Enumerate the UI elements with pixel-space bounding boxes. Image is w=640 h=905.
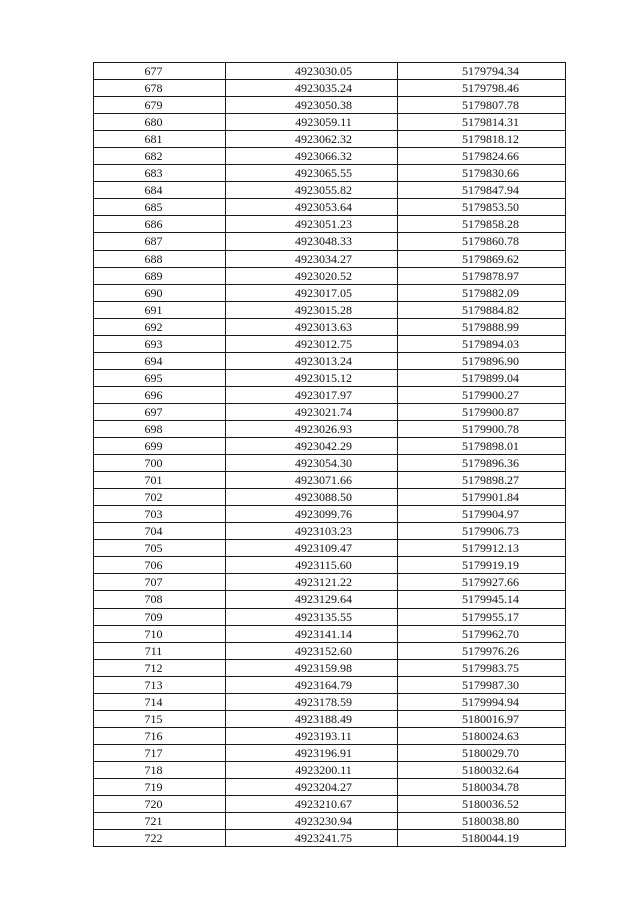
point-number-cell: 710 [94, 625, 226, 642]
y-coordinate-cell: 5179882.09 [398, 284, 566, 301]
y-coordinate-cell: 5180034.78 [398, 778, 566, 795]
y-coordinate-cell: 5179987.30 [398, 676, 566, 693]
table-row [94, 540, 566, 557]
x-coordinate-cell: 4923141.14 [226, 625, 398, 642]
point-number-cell: 686 [94, 216, 226, 233]
point-number-cell: 711 [94, 642, 226, 659]
y-coordinate-cell: 5179794.34 [398, 63, 566, 80]
x-coordinate-cell: 4923048.33 [226, 233, 398, 250]
y-coordinate-cell: 5179919.19 [398, 557, 566, 574]
point-number-cell: 720 [94, 796, 226, 813]
x-coordinate-cell: 4923062.32 [226, 131, 398, 148]
x-coordinate-cell: 4923159.98 [226, 659, 398, 676]
table-row [94, 131, 566, 148]
x-coordinate-cell: 4923109.47 [226, 540, 398, 557]
table-row [94, 608, 566, 625]
y-coordinate-cell: 5179900.87 [398, 403, 566, 420]
table-row [94, 284, 566, 301]
table-row [94, 386, 566, 403]
y-coordinate-cell: 5179869.62 [398, 250, 566, 267]
x-coordinate-cell: 4923053.64 [226, 199, 398, 216]
y-coordinate-cell: 5179898.27 [398, 472, 566, 489]
y-coordinate-cell: 5180036.52 [398, 796, 566, 813]
table-row [94, 574, 566, 591]
point-number-cell: 679 [94, 97, 226, 114]
point-number-cell: 692 [94, 318, 226, 335]
y-coordinate-cell: 5179847.94 [398, 182, 566, 199]
x-coordinate-cell: 4923188.49 [226, 710, 398, 727]
y-coordinate-cell: 5179945.14 [398, 591, 566, 608]
point-number-cell: 718 [94, 761, 226, 778]
table-row [94, 455, 566, 472]
table-row [94, 489, 566, 506]
y-coordinate-cell: 5179900.27 [398, 386, 566, 403]
x-coordinate-cell: 4923015.12 [226, 369, 398, 386]
point-number-cell: 712 [94, 659, 226, 676]
point-number-cell: 702 [94, 489, 226, 506]
y-coordinate-cell: 5179858.28 [398, 216, 566, 233]
point-number-cell: 681 [94, 131, 226, 148]
x-coordinate-cell: 4923065.55 [226, 165, 398, 182]
point-number-cell: 715 [94, 710, 226, 727]
table-row [94, 472, 566, 489]
point-number-cell: 685 [94, 199, 226, 216]
point-number-cell: 695 [94, 369, 226, 386]
table-row [94, 710, 566, 727]
x-coordinate-cell: 4923200.11 [226, 761, 398, 778]
point-number-cell: 704 [94, 523, 226, 540]
table-row [94, 233, 566, 250]
x-coordinate-cell: 4923066.32 [226, 148, 398, 165]
y-coordinate-cell: 5179798.46 [398, 80, 566, 97]
table-row [94, 216, 566, 233]
y-coordinate-cell: 5179896.90 [398, 352, 566, 369]
point-number-cell: 703 [94, 506, 226, 523]
x-coordinate-cell: 4923034.27 [226, 250, 398, 267]
x-coordinate-cell: 4923042.29 [226, 438, 398, 455]
table-row [94, 250, 566, 267]
x-coordinate-cell: 4923103.23 [226, 523, 398, 540]
point-number-cell: 717 [94, 744, 226, 761]
table-row [94, 761, 566, 778]
y-coordinate-cell: 5179955.17 [398, 608, 566, 625]
point-number-cell: 701 [94, 472, 226, 489]
point-number-cell: 705 [94, 540, 226, 557]
table-row [94, 438, 566, 455]
x-coordinate-cell: 4923129.64 [226, 591, 398, 608]
x-coordinate-cell: 4923021.74 [226, 403, 398, 420]
table-row [94, 830, 566, 847]
x-coordinate-cell: 4923230.94 [226, 813, 398, 830]
x-coordinate-cell: 4923071.66 [226, 472, 398, 489]
table-row [94, 267, 566, 284]
point-number-cell: 722 [94, 830, 226, 847]
x-coordinate-cell: 4923196.91 [226, 744, 398, 761]
point-number-cell: 721 [94, 813, 226, 830]
point-number-cell: 683 [94, 165, 226, 182]
y-coordinate-cell: 5179894.03 [398, 335, 566, 352]
point-number-cell: 708 [94, 591, 226, 608]
y-coordinate-cell: 5179814.31 [398, 114, 566, 131]
table-row [94, 403, 566, 420]
table-row [94, 335, 566, 352]
y-coordinate-cell: 5179994.94 [398, 693, 566, 710]
y-coordinate-cell: 5179904.97 [398, 506, 566, 523]
coordinates-table-body [94, 63, 566, 847]
y-coordinate-cell: 5179807.78 [398, 97, 566, 114]
point-number-cell: 696 [94, 386, 226, 403]
point-number-cell: 690 [94, 284, 226, 301]
point-number-cell: 684 [94, 182, 226, 199]
table-row [94, 693, 566, 710]
coordinates-table [93, 62, 566, 847]
table-row [94, 727, 566, 744]
point-number-cell: 719 [94, 778, 226, 795]
point-number-cell: 688 [94, 250, 226, 267]
x-coordinate-cell: 4923152.60 [226, 642, 398, 659]
y-coordinate-cell: 5180016.97 [398, 710, 566, 727]
x-coordinate-cell: 4923241.75 [226, 830, 398, 847]
table-row [94, 796, 566, 813]
table-row [94, 80, 566, 97]
y-coordinate-cell: 5179912.13 [398, 540, 566, 557]
point-number-cell: 698 [94, 420, 226, 437]
table-row [94, 420, 566, 437]
x-coordinate-cell: 4923178.59 [226, 693, 398, 710]
point-number-cell: 694 [94, 352, 226, 369]
x-coordinate-cell: 4923020.52 [226, 267, 398, 284]
table-row [94, 625, 566, 642]
y-coordinate-cell: 5179824.66 [398, 148, 566, 165]
x-coordinate-cell: 4923059.11 [226, 114, 398, 131]
y-coordinate-cell: 5180024.63 [398, 727, 566, 744]
x-coordinate-cell: 4923051.23 [226, 216, 398, 233]
y-coordinate-cell: 5179898.01 [398, 438, 566, 455]
table-row [94, 659, 566, 676]
y-coordinate-cell: 5179927.66 [398, 574, 566, 591]
table-row [94, 506, 566, 523]
x-coordinate-cell: 4923099.76 [226, 506, 398, 523]
y-coordinate-cell: 5179899.04 [398, 369, 566, 386]
table-row [94, 352, 566, 369]
x-coordinate-cell: 4923204.27 [226, 778, 398, 795]
point-number-cell: 680 [94, 114, 226, 131]
point-number-cell: 713 [94, 676, 226, 693]
point-number-cell: 700 [94, 455, 226, 472]
y-coordinate-cell: 5179878.97 [398, 267, 566, 284]
table-row [94, 369, 566, 386]
point-number-cell: 697 [94, 403, 226, 420]
table-row [94, 182, 566, 199]
table-row [94, 523, 566, 540]
y-coordinate-cell: 5179901.84 [398, 489, 566, 506]
x-coordinate-cell: 4923017.05 [226, 284, 398, 301]
table-row [94, 301, 566, 318]
table-row [94, 148, 566, 165]
point-number-cell: 714 [94, 693, 226, 710]
y-coordinate-cell: 5179888.99 [398, 318, 566, 335]
y-coordinate-cell: 5180029.70 [398, 744, 566, 761]
table-row [94, 778, 566, 795]
y-coordinate-cell: 5179983.75 [398, 659, 566, 676]
y-coordinate-cell: 5179884.82 [398, 301, 566, 318]
x-coordinate-cell: 4923164.79 [226, 676, 398, 693]
table-row [94, 199, 566, 216]
x-coordinate-cell: 4923193.11 [226, 727, 398, 744]
table-row [94, 165, 566, 182]
table-row [94, 813, 566, 830]
x-coordinate-cell: 4923030.05 [226, 63, 398, 80]
point-number-cell: 709 [94, 608, 226, 625]
y-coordinate-cell: 5179818.12 [398, 131, 566, 148]
point-number-cell: 707 [94, 574, 226, 591]
x-coordinate-cell: 4923015.28 [226, 301, 398, 318]
y-coordinate-cell: 5179860.78 [398, 233, 566, 250]
point-number-cell: 678 [94, 80, 226, 97]
point-number-cell: 677 [94, 63, 226, 80]
y-coordinate-cell: 5179896.36 [398, 455, 566, 472]
table-row [94, 557, 566, 574]
x-coordinate-cell: 4923035.24 [226, 80, 398, 97]
x-coordinate-cell: 4923088.50 [226, 489, 398, 506]
point-number-cell: 699 [94, 438, 226, 455]
table-row [94, 642, 566, 659]
y-coordinate-cell: 5180032.64 [398, 761, 566, 778]
x-coordinate-cell: 4923026.93 [226, 420, 398, 437]
point-number-cell: 689 [94, 267, 226, 284]
y-coordinate-cell: 5180044.19 [398, 830, 566, 847]
table-row [94, 97, 566, 114]
y-coordinate-cell: 5180038.80 [398, 813, 566, 830]
table-row [94, 744, 566, 761]
point-number-cell: 687 [94, 233, 226, 250]
table-row [94, 591, 566, 608]
x-coordinate-cell: 4923013.24 [226, 352, 398, 369]
table-row [94, 63, 566, 80]
y-coordinate-cell: 5179962.70 [398, 625, 566, 642]
x-coordinate-cell: 4923017.97 [226, 386, 398, 403]
y-coordinate-cell: 5179976.26 [398, 642, 566, 659]
point-number-cell: 682 [94, 148, 226, 165]
x-coordinate-cell: 4923135.55 [226, 608, 398, 625]
table-row [94, 114, 566, 131]
y-coordinate-cell: 5179906.73 [398, 523, 566, 540]
point-number-cell: 693 [94, 335, 226, 352]
x-coordinate-cell: 4923050.38 [226, 97, 398, 114]
x-coordinate-cell: 4923013.63 [226, 318, 398, 335]
x-coordinate-cell: 4923054.30 [226, 455, 398, 472]
x-coordinate-cell: 4923055.82 [226, 182, 398, 199]
x-coordinate-cell: 4923210.67 [226, 796, 398, 813]
x-coordinate-cell: 4923012.75 [226, 335, 398, 352]
y-coordinate-cell: 5179853.50 [398, 199, 566, 216]
x-coordinate-cell: 4923121.22 [226, 574, 398, 591]
x-coordinate-cell: 4923115.60 [226, 557, 398, 574]
table-row [94, 676, 566, 693]
table-row [94, 318, 566, 335]
point-number-cell: 691 [94, 301, 226, 318]
point-number-cell: 706 [94, 557, 226, 574]
point-number-cell: 716 [94, 727, 226, 744]
y-coordinate-cell: 5179830.66 [398, 165, 566, 182]
y-coordinate-cell: 5179900.78 [398, 420, 566, 437]
